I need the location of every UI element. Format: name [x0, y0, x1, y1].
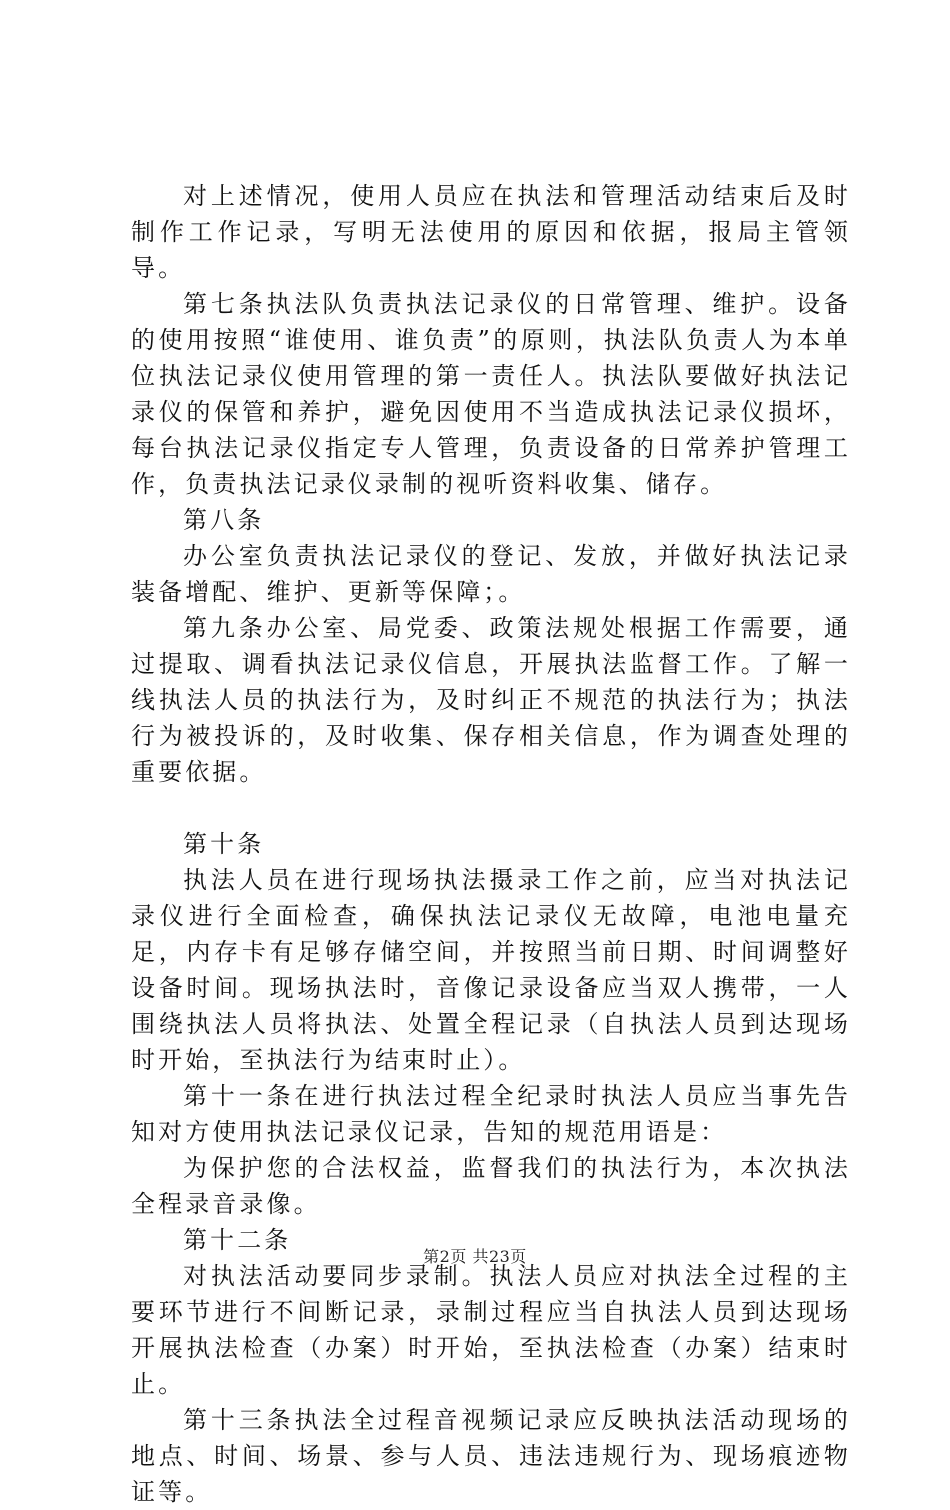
page-number-footer: 第2页 共23页: [423, 1247, 527, 1266]
heading-article-10: 第十条: [183, 830, 265, 858]
paragraph-article-11: 第十一条在进行执法过程全纪录时执法人员应当事先告知对方使用执法记录仪记录，告知的规范用语是：: [131, 1082, 851, 1146]
paragraph-usage-record: 对上述情况，使用人员应在执法和管理活动结束后及时制作工作记录，写明无法使用的原因和依据，报局主管领导。: [131, 182, 851, 282]
heading-article-8: 第八条: [183, 506, 265, 534]
paragraph-standard-notice: 为保护您的合法权益，监督我们的执法行为，本次执法全程录音录像。: [131, 1154, 851, 1218]
paragraph-article-13: 第十三条执法全过程音视频记录应反映执法活动现场的地点、时间、场景、参与人员、违法违规行为、现场痕迹物证等。: [131, 1406, 851, 1506]
paragraph-article-7: 第七条执法队负责执法记录仪的日常管理、维护。设备的使用按照“谁使用、谁负责”的原则，执法队负责人为本单位执法记录仪使用管理的第一责任人。执法队要做好执法记录仪的保管和养护，避免因使用不当造成执法记录仪损坏，每台执法记录仪指定专人管理，负责设备的日常养护管理工作，负责执法记录仪录制的视听资料收集、储存。: [131, 290, 851, 498]
heading-article-12: 第十二条: [183, 1226, 292, 1254]
document-body: [131, 178, 851, 1510]
paragraph-article-8: 办公室负责执法记录仪的登记、发放，并做好执法记录装备增配、维护、更新等保障；。: [131, 542, 851, 606]
paragraph-article-9: 第九条办公室、局党委、政策法规处根据工作需要，通过提取、调看执法记录仪信息，开展执法监督工作。了解一线执法人员的执法行为，及时纠正不规范的执法行为；执法行为被投诉的，及时收集、保存相关信息，作为调查处理的重要依据。: [131, 614, 851, 786]
paragraph-article-12: 对执法活动要同步录制。执法人员应对执法全过程的主要环节进行不间断记录，录制过程应当自执法人员到达现场开展执法检查（办案）时开始，至执法检查（办案）结束时止。: [131, 1262, 851, 1398]
paragraph-article-10: 执法人员在进行现场执法摄录工作之前，应当对执法记录仪进行全面检查，确保执法记录仪无故障，电池电量充足，内存卡有足够存储空间，并按照当前日期、时间调整好设备时间。现场执法时，音像记录设备应当双人携带，一人围绕执法人员将执法、处置全程记录（自执法人员到达现场时开始，至执法行为结束时止）。: [131, 866, 851, 1074]
